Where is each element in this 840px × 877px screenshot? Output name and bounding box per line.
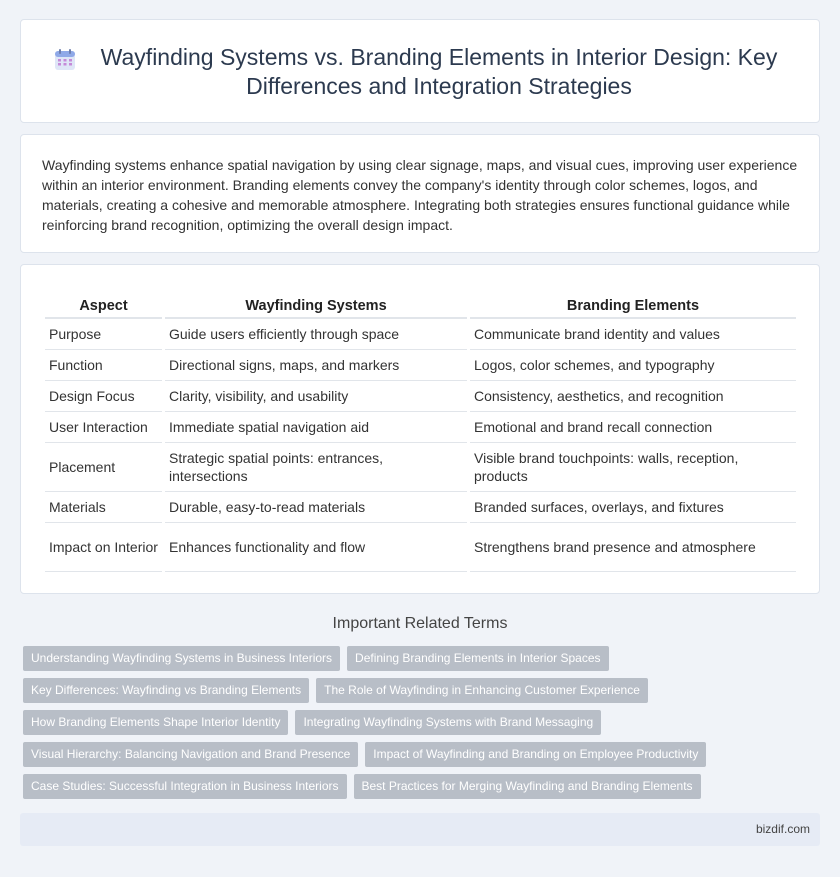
related-term-tag[interactable]: Defining Branding Elements in Interior Spaces <box>347 646 608 671</box>
related-term-tag[interactable]: Integrating Wayfinding Systems with Brand Messaging <box>295 710 601 735</box>
comparison-card <box>20 264 820 594</box>
cell-branding: Logos, color schemes, and typography <box>470 350 796 381</box>
table-row <box>45 412 796 443</box>
footer-site-link[interactable]: bizdif.com <box>755 822 810 836</box>
cell-wayfinding: Immediate spatial navigation aid <box>165 412 467 443</box>
table-row <box>45 381 796 412</box>
related-term-tag[interactable]: Case Studies: Successful Integration in Business Interiors <box>23 774 347 799</box>
table-row <box>45 443 796 492</box>
related-term-tag[interactable]: Understanding Wayfinding Systems in Business Interiors <box>23 646 340 671</box>
cell-wayfinding: Durable, easy-to-read materials <box>165 492 467 523</box>
cell-branding: Visible brand touchpoints: walls, reception, products <box>470 443 796 492</box>
table-row <box>45 319 796 350</box>
column-header-branding: Branding Elements <box>470 295 796 319</box>
related-term-tag[interactable]: Visual Hierarchy: Balancing Navigation and Brand Presence <box>23 742 358 767</box>
cell-aspect: Impact on Interior <box>45 523 162 572</box>
cell-aspect: User Interaction <box>45 412 162 443</box>
cell-branding: Communicate brand identity and values <box>470 319 796 350</box>
cell-branding: Strengthens brand presence and atmosphere <box>470 523 796 572</box>
cell-branding: Consistency, aesthetics, and recognition <box>470 381 796 412</box>
related-terms-title: Important Related Terms <box>332 615 508 632</box>
intro-card <box>20 134 820 253</box>
cell-wayfinding: Clarity, visibility, and usability <box>165 381 467 412</box>
cell-aspect: Materials <box>45 492 162 523</box>
related-term-tag[interactable]: Key Differences: Wayfinding vs Branding Elements <box>23 678 309 703</box>
cell-wayfinding: Enhances functionality and flow <box>165 523 467 572</box>
related-terms-list <box>23 646 823 806</box>
table-row <box>45 350 796 381</box>
page-title: Wayfinding Systems vs. Branding Elements in Interior Design: Key Differences and Integration Strategies <box>100 44 778 99</box>
cell-branding: Emotional and brand recall connection <box>470 412 796 443</box>
column-header-aspect: Aspect <box>45 295 162 319</box>
cell-branding: Branded surfaces, overlays, and fixtures <box>470 492 796 523</box>
cell-wayfinding: Directional signs, maps, and markers <box>165 350 467 381</box>
intro-paragraph: Wayfinding systems enhance spatial navigation by using clear signage, maps, and visual cues, improving user experience within an interior environment. Branding elements convey the company's identity through color schemes, logos, and materials, creating a cohesive and memorable atmosphere. Integrating both strategies ensures functional guidance while reinforcing brand recognition, optimizing the overall design impact. <box>42 157 798 233</box>
cell-aspect: Function <box>45 350 162 381</box>
related-term-tag[interactable]: Best Practices for Merging Wayfinding and Branding Elements <box>354 774 701 799</box>
column-header-wayfinding: Wayfinding Systems <box>165 295 467 319</box>
cell-wayfinding: Strategic spatial points: entrances, intersections <box>165 443 467 492</box>
table-row <box>45 492 796 523</box>
cell-aspect: Placement <box>45 443 162 492</box>
related-term-tag[interactable]: How Branding Elements Shape Interior Identity <box>23 710 288 735</box>
table-header-row <box>45 295 796 319</box>
cell-aspect: Purpose <box>45 319 162 350</box>
cell-aspect: Design Focus <box>45 381 162 412</box>
related-term-tag[interactable]: Impact of Wayfinding and Branding on Employee Productivity <box>365 742 706 767</box>
header-card <box>20 19 820 123</box>
table-row <box>45 523 796 572</box>
comparison-table <box>42 295 799 572</box>
related-term-tag[interactable]: The Role of Wayfinding in Enhancing Customer Experience <box>316 678 648 703</box>
footer <box>20 813 820 846</box>
cell-wayfinding: Guide users efficiently through space <box>165 319 467 350</box>
